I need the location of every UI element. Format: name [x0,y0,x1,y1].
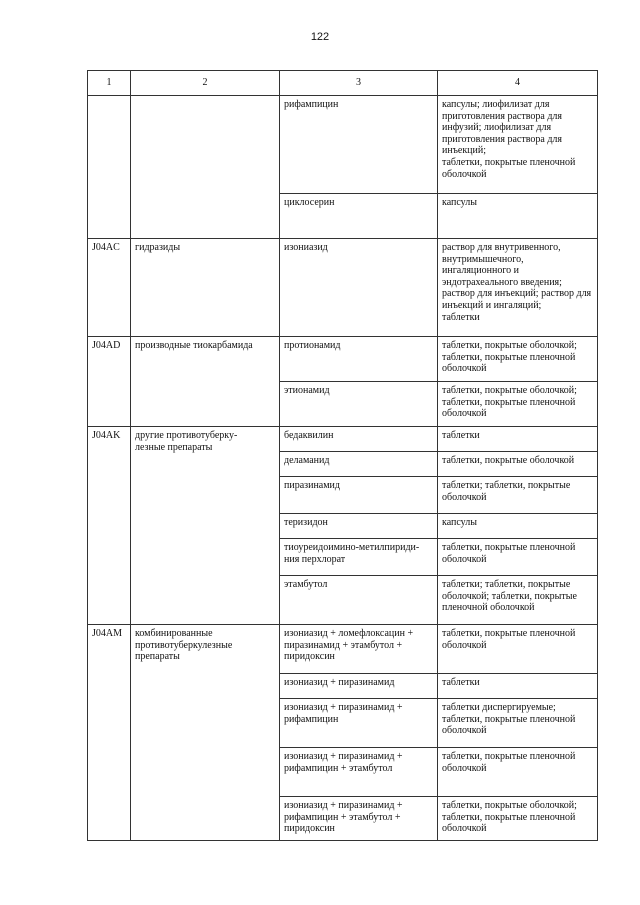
code-cell: J04AK [88,427,131,625]
form-cell: таблетки диспергируемые; таблетки, покрытые пленочной оболочкой [438,699,598,748]
form-cell: таблетки; таблетки, покрытые оболочкой; таблетки, покрытые пленочной оболочкой [438,576,598,625]
drug-cell: теризидон [280,514,438,539]
table-row [88,337,598,382]
drug-cell: изониазид [280,239,438,337]
code-cell: J04AC [88,239,131,337]
form-cell: раствор для внутривенного, внутримышечного, ингаляционного и эндотрахеального введения; раствор для инъекций; раствор для инъекций и ингаляций; таблетки [438,239,598,337]
header-col-3: 3 [280,71,438,96]
drug-cell: изониазид + пиразинамид + рифампицин + этамбутол [280,748,438,797]
drug-cell: тиоуреидоимино-метилпириди- ния перхлорат [280,539,438,576]
drug-cell: деламанид [280,452,438,477]
code-cell: J04AM [88,625,131,841]
group-cell [131,96,280,239]
code-cell [88,96,131,239]
group-cell: производные тиокарбамида [131,337,280,427]
group-cell: другие противотуберку- лезные препараты [131,427,280,625]
drug-cell: изониазид + ломефлоксацин + пиразинамид + этамбутол + пиридоксин [280,625,438,674]
form-cell: таблетки [438,674,598,699]
form-cell: капсулы [438,194,598,239]
form-cell: таблетки, покрытые оболочкой; таблетки, покрытые пленочной оболочкой [438,382,598,427]
drug-table [87,70,598,841]
table-row [88,96,598,194]
page-number: 122 [310,31,330,43]
form-cell: таблетки, покрытые пленочной оболочкой [438,748,598,797]
form-cell: таблетки, покрытые пленочной оболочкой [438,625,598,674]
drug-cell: изониазид + пиразинамид + рифампицин [280,699,438,748]
drug-cell: рифампицин [280,96,438,194]
form-cell: капсулы; лиофилизат для приготовления раствора для инфузий; лиофилизат для приготовления раствора для инъекций; таблетки, покрытые пленочной оболочкой [438,96,598,194]
form-cell: таблетки [438,427,598,452]
table-row [88,625,598,674]
drug-cell: циклосерин [280,194,438,239]
header-col-4: 4 [438,71,598,96]
drug-cell: этамбутол [280,576,438,625]
code-cell: J04AD [88,337,131,427]
drug-cell: бедаквилин [280,427,438,452]
form-cell: таблетки; таблетки, покрытые оболочкой [438,477,598,514]
group-cell: комбинированные противотуберкулезные препараты [131,625,280,841]
form-cell: таблетки, покрытые оболочкой; таблетки, покрытые пленочной оболочкой [438,797,598,841]
drug-cell: протионамид [280,337,438,382]
table-row [88,427,598,452]
drug-cell: пиразинамид [280,477,438,514]
table-row [88,239,598,337]
drug-cell: этионамид [280,382,438,427]
drug-cell: изониазид + пиразинамид + рифампицин + этамбутол + пиридоксин [280,797,438,841]
table-header-row [88,71,598,96]
header-col-1: 1 [88,71,131,96]
form-cell: таблетки, покрытые оболочкой; таблетки, покрытые пленочной оболочкой [438,337,598,382]
form-cell: капсулы [438,514,598,539]
group-cell: гидразиды [131,239,280,337]
header-col-2: 2 [131,71,280,96]
form-cell: таблетки, покрытые пленочной оболочкой [438,539,598,576]
drug-cell: изониазид + пиразинамид [280,674,438,699]
form-cell: таблетки, покрытые оболочкой [438,452,598,477]
